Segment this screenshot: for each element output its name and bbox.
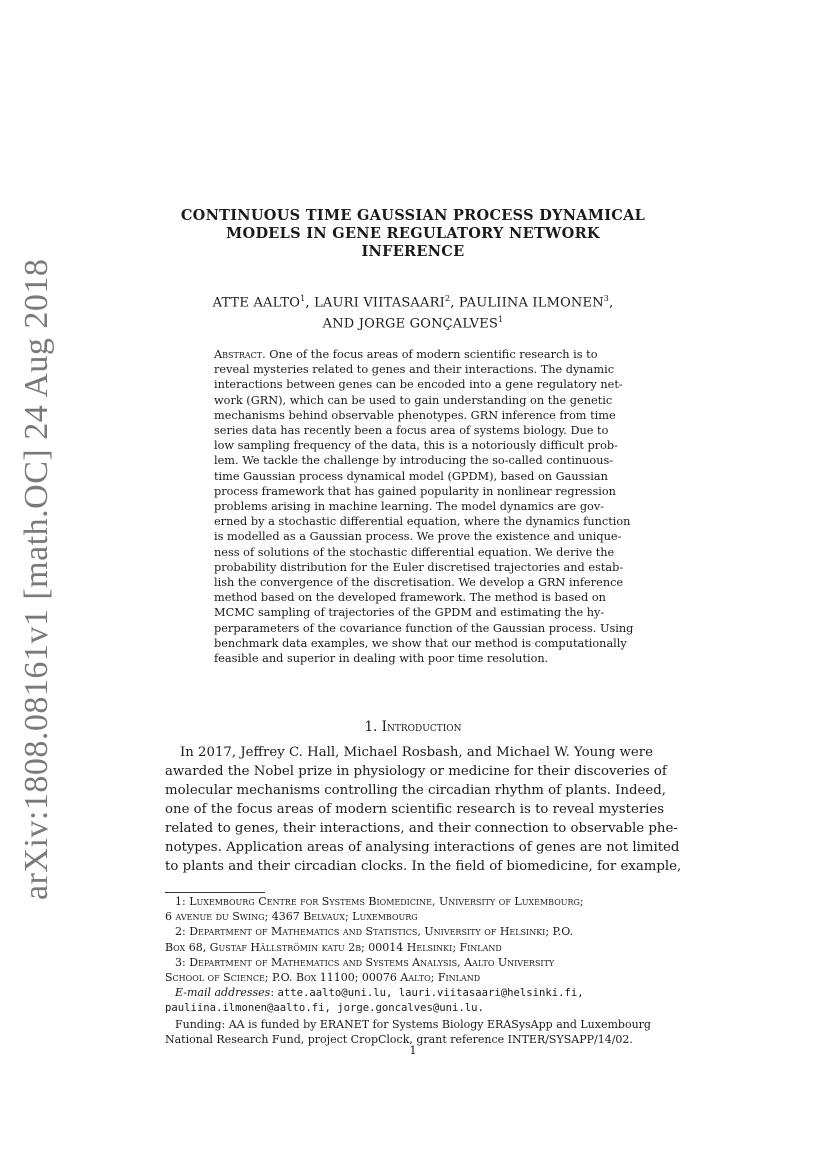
abstract-line: MCMC sampling of trajectories of the GPDM and estimating the hy- [214,606,605,620]
author-list [165,290,661,333]
abstract-line: lish the convergence of the discretisation. We develop a GRN inference [214,576,624,590]
author-separator: , [609,295,614,311]
section-title: Introduction [381,719,462,735]
author-name: , LAURI VIITASAARI [305,295,445,311]
abstract-line: lem. We tackle the challenge by introducing the so-called continuous- [214,454,614,468]
abstract-line: method based on the developed framework. The method is based on [214,591,606,605]
abstract-line: erned by a stochastic differential equation, where the dynamics function [214,515,631,529]
affiliation-footnote: 6 avenue du Swing; 4367 Belvaux; Luxembourg [165,910,418,924]
footnotes [165,894,661,1047]
body-line: one of the focus areas of modern scientific research is to reveal mysteries [165,802,665,817]
introduction-body [165,743,682,876]
abstract-text: One of the focus areas of modern scientific research is to [265,348,598,361]
affiliation-footnote: 2: Department of Mathematics and Statistics, University of Helsinki; P.O. [175,925,574,939]
section-number: 1. [364,719,378,735]
abstract-line: benchmark data examples, we show that our method is computationally [214,636,627,650]
author-line [165,311,661,332]
affiliation-footnote: 3: Department of Mathematics and Systems Analysis, Aalto University [175,955,555,969]
body-line: to plants and their circadian clocks. In the field of biomedicine, for example, [165,859,682,874]
body-line: molecular mechanisms controlling the circadian rhythm of plants. Indeed, [165,783,666,798]
affiliation-mark: 2 [444,294,451,303]
abstract-line: work (GRN), which can be used to gain understanding on the genetic [214,393,613,407]
author-name: ATTE AALTO [212,295,301,311]
author-name: , PAULIINA ILMONEN [450,295,604,311]
footnote-divider [165,892,265,893]
abstract-line: problems arising in machine learning. The model dynamics are gov- [214,500,605,514]
email-label: E-mail addresses [175,986,271,1000]
body-line: notypes. Application areas of analysing interactions of genes are not limited [165,840,680,855]
affiliation-footnote: 1: Luxembourg Centre for Systems Biomedicine, University of Luxembourg; [175,895,584,908]
title-line: CONTINUOUS TIME GAUSSIAN PROCESS DYNAMICAL [180,207,646,224]
section-heading [165,718,661,736]
email-footnote: E-mail addresses: atte.aalto@uni.lu, lauri.viitasaari@helsinki.fi, [175,986,584,1000]
abstract-line: mechanisms behind observable phenotypes. GRN inference from time [214,408,616,422]
abstract-line: feasible and superior in dealing with poor time resolution. [214,652,549,666]
funding-footnote: National Research Fund, project CropClock, grant reference INTER/SYSAPP/14/02. [165,1032,633,1046]
abstract-line: probability distribution for the Euler discretised trajectories and estab- [214,560,624,574]
page-number: 1 [409,1044,417,1057]
abstract [214,347,634,666]
affiliation-footnote: Box 68, Gustaf Hällströmin katu 2b; 00014 Helsinki; Finland [165,940,502,954]
arxiv-identifier-stamp: arXiv:1808.08161v1 [math.OC] 24 Aug 2018 [18,258,55,900]
body-line: In 2017, Jeffrey C. Hall, Michael Rosbash, and Michael W. Young were [180,745,654,760]
email-list: atte.aalto@uni.lu, lauri.viitasaari@helsinki.fi, [277,987,584,1000]
author-name: AND JORGE GONÇALVES [322,316,499,332]
affiliation-mark: 3 [603,294,610,303]
abstract-line: series data has recently been a focus area of systems biology. Due to [214,424,609,438]
affiliation-mark: 1 [300,294,306,303]
abstract-line: is modelled as a Gaussian process. We prove the existence and unique- [214,530,622,544]
abstract-line: time Gaussian process dynamical model (GPDM), based on Gaussian [214,469,608,483]
abstract-line: perparameters of the covariance function of the Gaussian process. Using [214,621,634,635]
abstract-line: interactions between genes can be encoded into a gene regulatory net- [214,378,623,392]
abstract-line: low sampling frequency of the data, this is a notoriously difficult prob- [214,439,618,453]
title-line: INFERENCE [361,243,465,260]
body-line: awarded the Nobel prize in physiology or medicine for their discoveries of [165,764,667,779]
body-line: related to genes, their interactions, and their connection to observable phe- [165,821,678,836]
affiliation-mark: 1 [498,315,504,325]
funding-footnote: Funding: AA is funded by ERANET for Systems Biology ERASysApp and Luxembourg [175,1017,651,1031]
affiliation-footnote: School of Science; P.O. Box 11100; 00076 Aalto; Finland [165,971,481,985]
paper-title [165,207,661,261]
title-line: MODELS IN GENE REGULATORY NETWORK [226,225,600,242]
email-list: pauliina.ilmonen@aalto.fi, jorge.goncalves@uni.lu. [165,1002,484,1015]
author-line [165,290,661,311]
abstract-line [214,347,612,362]
abstract-line: reveal mysteries related to genes and their interactions. The dynamic [214,363,615,377]
abstract-label: Abstract. [214,348,266,361]
abstract-line: process framework that has gained popularity in nonlinear regression [214,484,616,498]
abstract-line: ness of solutions of the stochastic differential equation. We derive the [214,545,615,559]
